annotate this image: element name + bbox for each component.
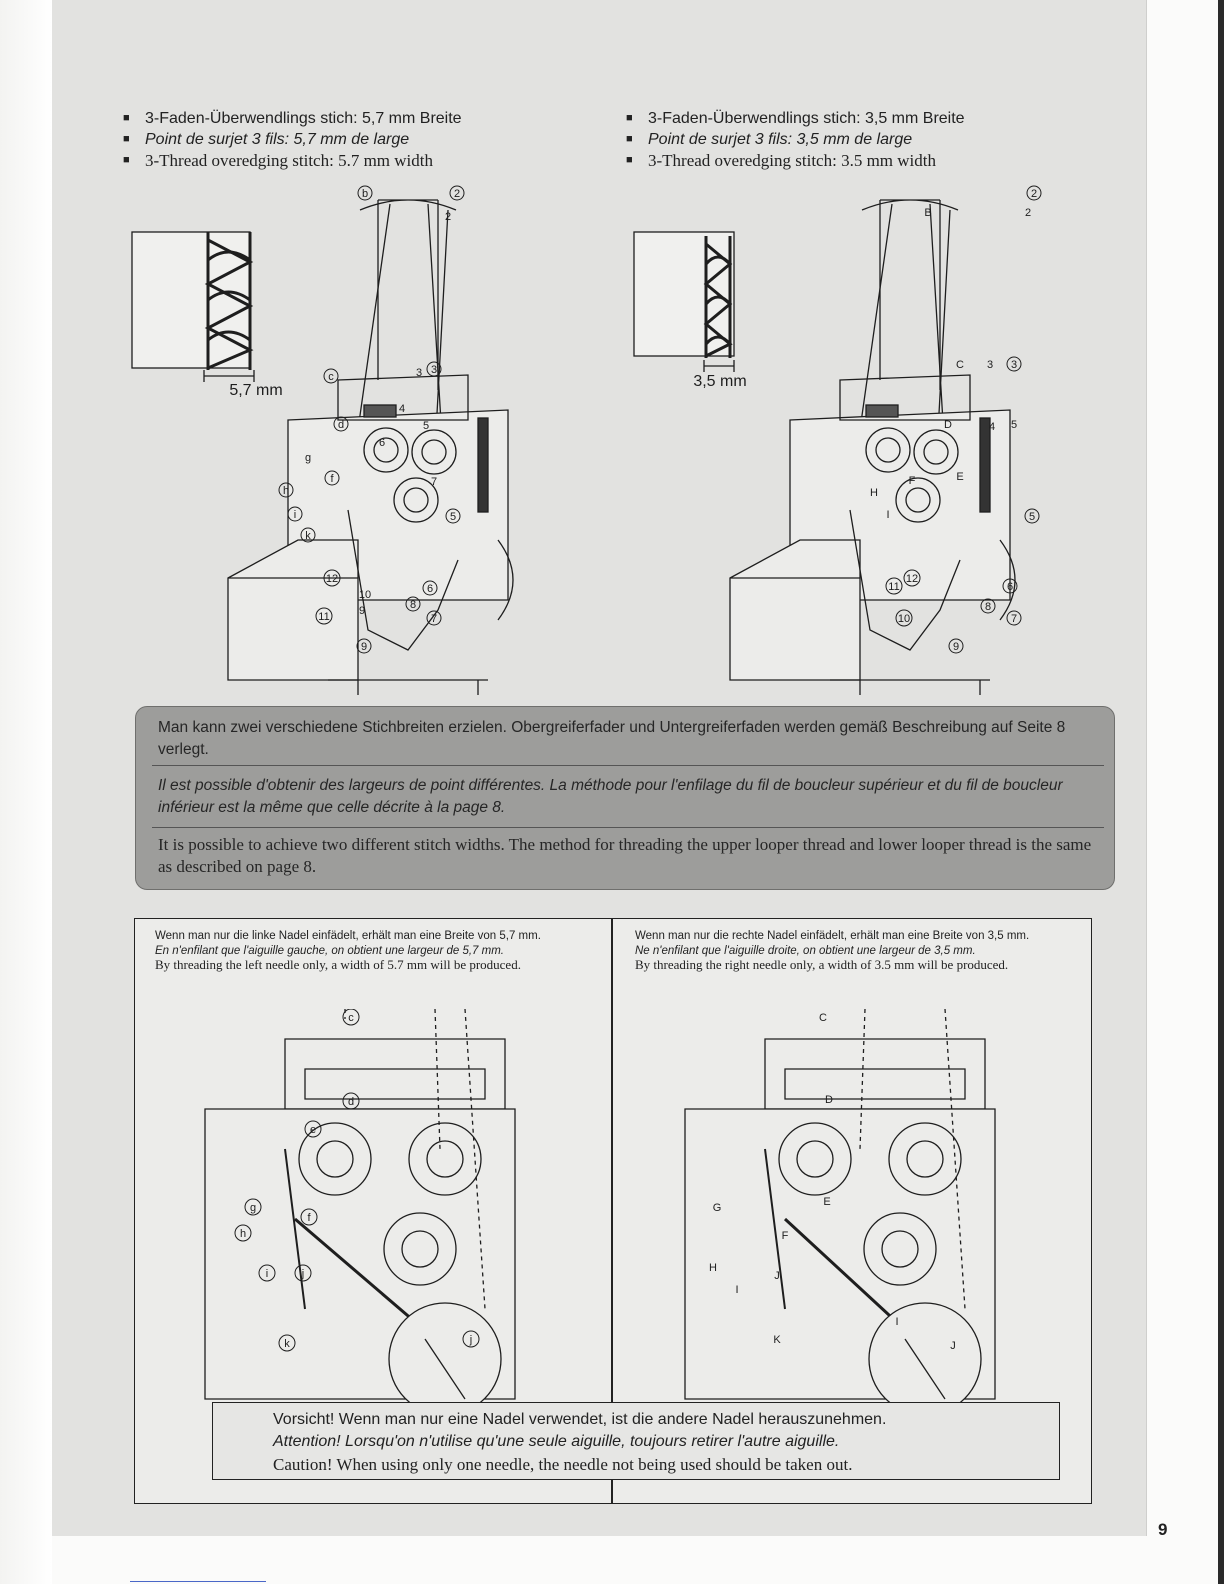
svg-text:C: C <box>819 1012 827 1024</box>
svg-text:D: D <box>825 1094 833 1106</box>
note-fr: Il est possible d'obtenir des largeurs de point différentes. La méthode pour l'enfilage du fil de boucleur supérieur et du fil de boucleur inférieur est la même que celle décrite à la page 8. <box>158 777 1063 816</box>
svg-text:h: h <box>239 1228 247 1240</box>
svg-text:d: d <box>347 1096 355 1108</box>
note-en: It is possible to achieve two different stitch widths. The method for threading the upper looper thread and lower looper thread is the same as described on page 8. <box>158 835 1092 876</box>
svg-text:j: j <box>301 1268 305 1280</box>
svg-text:7: 7 <box>430 613 438 625</box>
svg-text:C: C <box>956 359 964 371</box>
text-de: Wenn man nur die linke Nadel einfädelt, erhält man eine Breite von 5,7 mm. <box>155 930 541 942</box>
svg-text:B: B <box>924 207 932 219</box>
svg-text:10: 10 <box>358 589 372 601</box>
text-de: Wenn man nur die rechte Nadel einfädelt, erhält man eine Breite von 3,5 mm. <box>635 930 1030 942</box>
svg-text:j: j <box>469 1334 473 1346</box>
machine-diagram-left <box>128 180 568 700</box>
svg-text:12: 12 <box>905 573 919 585</box>
right-needle-text <box>635 929 1063 973</box>
svg-text:9: 9 <box>952 641 960 653</box>
right-needle-diagram <box>665 1009 1045 1409</box>
svg-text:J: J <box>950 1340 956 1352</box>
svg-text:6: 6 <box>1006 581 1014 593</box>
caution-en: Caution! When using only one needle, the needle not being used should be taken out. <box>273 1455 853 1474</box>
svg-text:2: 2 <box>444 211 452 223</box>
page-number: 9 <box>1158 1520 1168 1539</box>
svg-text:K: K <box>773 1334 781 1346</box>
svg-text:5: 5 <box>1010 419 1018 431</box>
svg-text:J: J <box>774 1270 780 1282</box>
svg-text:3: 3 <box>430 364 438 376</box>
bullet-fr: ■ Point de surjet 3 fils: 5,7 mm de large <box>123 129 462 150</box>
text-en: By threading the left needle only, a width of 5.7 mm will be produced. <box>155 957 521 972</box>
text-en: By threading the right needle only, a width of 3.5 mm will be produced. <box>635 957 1009 972</box>
svg-text:8: 8 <box>984 601 992 613</box>
bullets-left <box>123 108 462 171</box>
svg-text:8: 8 <box>409 599 417 611</box>
svg-text:6: 6 <box>378 437 386 449</box>
svg-text:11: 11 <box>318 611 330 623</box>
manual-page <box>52 0 1168 1539</box>
svg-text:9: 9 <box>358 605 366 617</box>
svg-text:10: 10 <box>897 613 911 625</box>
text-fr: Ne n'enfilant que l'aiguille droite, on obtient une largeur de 3,5 mm. <box>635 944 976 957</box>
svg-text:k: k <box>284 1338 290 1350</box>
svg-text:F: F <box>908 475 916 487</box>
svg-text:f: f <box>330 473 334 485</box>
svg-text:6: 6 <box>426 583 434 595</box>
svg-text:5: 5 <box>1028 511 1036 523</box>
svg-text:5: 5 <box>422 420 430 432</box>
svg-text:g: g <box>249 1202 257 1214</box>
left-needle-text <box>155 929 583 973</box>
stitch-width-label: 3,5 mm <box>693 373 747 390</box>
bullet-de: ■ 3-Faden-Überwendlings stich: 5,7 mm Breite <box>123 108 462 129</box>
svg-text:12: 12 <box>325 573 339 585</box>
bullet-fr: ■ Point de surjet 3 fils: 3,5 mm de large <box>626 129 965 150</box>
text-fr: En n'enfilant que l'aiguille gauche, on obtient une largeur de 5,7 mm. <box>155 944 504 957</box>
svg-text:G: G <box>712 1202 722 1214</box>
divider <box>152 827 1104 828</box>
machine-diagram-right <box>630 180 1070 700</box>
svg-text:I: I <box>886 509 890 521</box>
caution-de: Vorsicht! Wenn man nur eine Nadel verwendet, ist die andere Nadel herauszunehmen. <box>273 1411 887 1428</box>
svg-text:e: e <box>309 1124 317 1136</box>
svg-text:F: F <box>781 1230 789 1242</box>
svg-text:H: H <box>870 487 878 499</box>
svg-text:3: 3 <box>415 367 423 379</box>
stitch-width-label: 5,7 mm <box>229 382 283 399</box>
svg-text:3: 3 <box>1010 359 1018 371</box>
svg-text:i: i <box>265 1268 269 1280</box>
svg-text:3: 3 <box>986 359 994 371</box>
bullet-en: ■ 3-Thread overedging stitch: 5.7 mm width <box>123 150 462 171</box>
caution-fr: Attention! Lorsqu'on n'utilise qu'une seule aiguille, toujours retirer l'autre aiguille. <box>273 1433 840 1450</box>
svg-text:4: 4 <box>988 421 996 433</box>
svg-text:4: 4 <box>398 403 406 415</box>
svg-text:E: E <box>956 471 964 483</box>
divider <box>152 765 1104 766</box>
info-note <box>135 706 1115 890</box>
scan-margin <box>0 0 52 1584</box>
svg-text:c: c <box>328 371 334 383</box>
svg-text:2: 2 <box>1024 207 1032 219</box>
bullet-de: ■ 3-Faden-Überwendlings stich: 3,5 mm Breite <box>626 108 965 129</box>
bullet-en: ■ 3-Thread overedging stitch: 3.5 mm width <box>626 150 965 171</box>
svg-text:k: k <box>305 530 311 542</box>
svg-text:2: 2 <box>453 188 461 200</box>
svg-text:g: g <box>304 452 312 464</box>
svg-text:I: I <box>895 1316 899 1328</box>
scan-edge <box>1218 0 1224 1584</box>
svg-text:11: 11 <box>888 581 900 593</box>
caution-box <box>212 1402 1060 1480</box>
svg-text:f: f <box>307 1212 311 1224</box>
svg-text:7: 7 <box>430 476 438 488</box>
bottom-link-underline <box>130 1581 266 1582</box>
svg-text:D: D <box>944 419 952 431</box>
note-de: Man kann zwei verschiedene Stichbreiten erzielen. Obergreiferfader und Untergreiferfaden werden gemäß Beschreibung auf Seite 8 verlegt. <box>158 719 1066 758</box>
svg-text:E: E <box>823 1196 831 1208</box>
svg-text:9: 9 <box>360 641 368 653</box>
svg-text:H: H <box>709 1262 717 1274</box>
svg-text:2: 2 <box>1030 188 1038 200</box>
svg-text:7: 7 <box>1010 613 1018 625</box>
svg-text:c: c <box>348 1012 354 1024</box>
bullets-right <box>626 108 965 171</box>
svg-text:b: b <box>361 188 369 200</box>
svg-text:h: h <box>282 485 290 497</box>
svg-text:d: d <box>337 419 345 431</box>
svg-text:I: I <box>735 1284 739 1296</box>
svg-text:5: 5 <box>449 511 457 523</box>
svg-text:i: i <box>293 509 297 521</box>
left-needle-diagram <box>185 1009 565 1409</box>
